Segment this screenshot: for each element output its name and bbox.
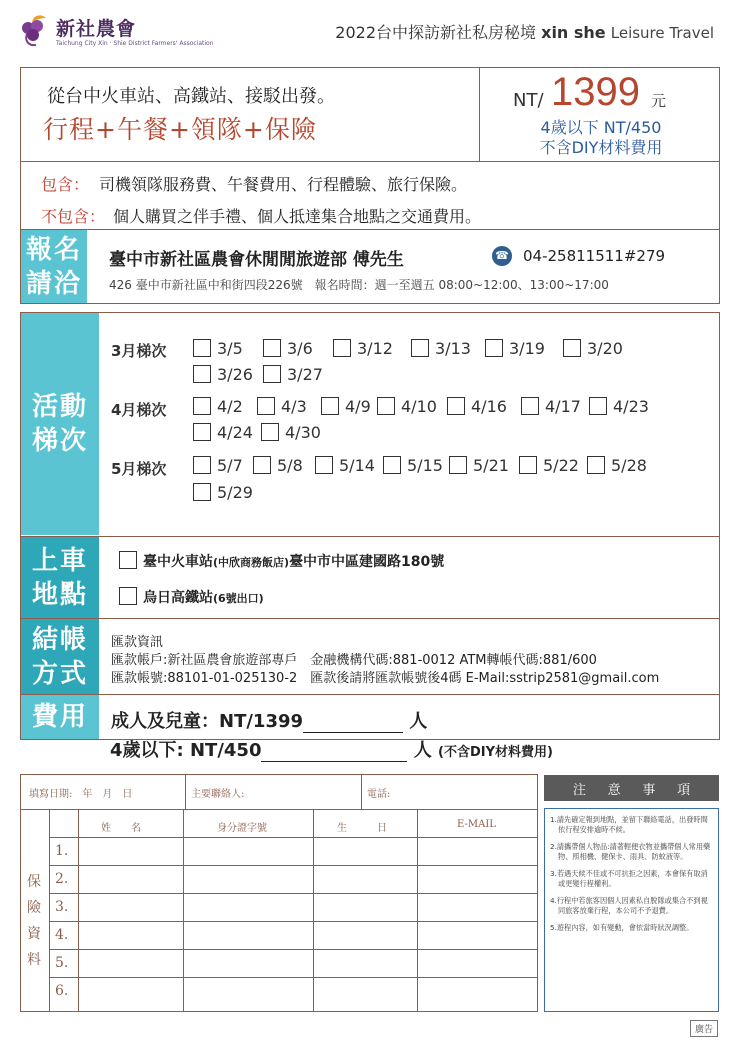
- date-checkbox[interactable]: [589, 397, 607, 415]
- pickup-option-wuri[interactable]: [119, 587, 264, 607]
- col-birth-header: 生 日: [337, 823, 387, 834]
- date-label: 3/19: [509, 339, 545, 358]
- notes-title-char: 注: [572, 782, 586, 798]
- date-option[interactable]: [589, 397, 649, 416]
- fee-adult-unit: 人: [409, 711, 428, 732]
- date-option[interactable]: [263, 339, 313, 358]
- date-label: 3/12: [357, 339, 393, 358]
- pickup-side-label: [21, 537, 99, 618]
- insurance-form: [20, 774, 538, 1012]
- form-row-number: 3.: [55, 899, 69, 915]
- may-label: 5月梯次: [111, 460, 167, 478]
- date-checkbox[interactable]: [563, 339, 581, 357]
- form-row-number: 1.: [55, 843, 69, 859]
- date-label: 5/29: [217, 483, 253, 502]
- excluded-label: 不包含：: [41, 207, 106, 226]
- notes-title: [544, 775, 719, 801]
- march-label: 3月梯次: [111, 342, 167, 360]
- pickup-side-line2: 地點: [31, 579, 88, 610]
- fee-child-note: (不含DIY材料費用): [438, 745, 553, 760]
- payment-side-label: [21, 619, 99, 694]
- form-side-char: 保: [27, 874, 41, 890]
- date-option[interactable]: [485, 339, 545, 358]
- date-label: 5/14: [339, 456, 375, 475]
- date-option[interactable]: [193, 339, 243, 358]
- form-row-number: 4.: [55, 927, 69, 943]
- form-row-number: 5.: [55, 955, 69, 971]
- date-label: 4/10: [401, 397, 437, 416]
- date-label: 4/30: [285, 423, 321, 442]
- date-option[interactable]: [383, 456, 443, 475]
- ad-label: 廣告: [690, 1020, 718, 1037]
- date-label: 4/2: [217, 397, 243, 416]
- fee-child-unit: 人: [413, 740, 432, 761]
- date-checkbox[interactable]: [263, 365, 281, 383]
- schedule-box: [20, 312, 720, 740]
- date-option[interactable]: [193, 423, 253, 442]
- date-option[interactable]: [253, 456, 303, 475]
- date-option[interactable]: [447, 397, 507, 416]
- date-label: 5/22: [543, 456, 579, 475]
- logo: [18, 12, 214, 52]
- fee-adult: [111, 707, 427, 733]
- date-label: 3/13: [435, 339, 471, 358]
- date-label: 3/20: [587, 339, 623, 358]
- date-label: 3/5: [217, 339, 243, 358]
- schedule-side-line2: 梯次: [31, 426, 88, 456]
- date-label: 4/24: [217, 423, 253, 442]
- schedule-side-line1: 活動: [31, 392, 88, 422]
- fee-adult-blank[interactable]: [303, 711, 403, 733]
- date-checkbox[interactable]: [449, 456, 467, 474]
- date-checkbox[interactable]: [193, 456, 211, 474]
- date-checkbox[interactable]: [411, 339, 429, 357]
- divider: [21, 618, 719, 619]
- form-side-char: 料: [27, 952, 41, 968]
- date-label: 4/23: [613, 397, 649, 416]
- date-checkbox[interactable]: [263, 339, 281, 357]
- date-checkbox[interactable]: [257, 397, 275, 415]
- date-option[interactable]: [519, 456, 579, 475]
- title-suffix: Leisure Travel: [610, 24, 714, 42]
- pickup-side-line1: 上車: [31, 545, 88, 576]
- date-label: 5/15: [407, 456, 443, 475]
- date-option[interactable]: [263, 365, 323, 384]
- grape-logo-icon: [18, 12, 52, 48]
- date-option[interactable]: [193, 397, 243, 416]
- pickup-checkbox-taichung[interactable]: [119, 551, 137, 569]
- pickup-loc2-note: (6號出口): [213, 592, 264, 605]
- included-label: 包含：: [41, 175, 90, 194]
- date-label: 5/28: [611, 456, 647, 475]
- note-item: 4.行程中若旅客因個人因素私自脫隊或集合不到視同旅客放棄行程，本公司不予退費。: [550, 896, 708, 915]
- notes-box: [544, 808, 719, 1012]
- itinerary-text: 行程+午餐+領隊+保險: [43, 115, 317, 144]
- date-option[interactable]: [193, 456, 243, 475]
- pickup-loc2-name: 烏日高鐵站: [143, 590, 213, 606]
- date-label: 5/8: [277, 456, 303, 475]
- title-prefix: 2022台中探訪新社私房秘境: [335, 23, 537, 42]
- date-checkbox[interactable]: [261, 423, 279, 441]
- date-option[interactable]: [587, 456, 647, 475]
- col-email-header: E-MAIL: [457, 819, 496, 830]
- date-checkbox[interactable]: [377, 397, 395, 415]
- date-label: 4/17: [545, 397, 581, 416]
- payment-account-number: 匯款帳號:88101-01-025130-2 匯款後請將匯款帳號後4碼 E-Mail:sstrip2581@gmail.com: [111, 671, 660, 686]
- schedule-side-label: [21, 313, 99, 535]
- price-value: 1399: [551, 70, 640, 114]
- form-row-line: [49, 921, 537, 922]
- page-header: [0, 0, 740, 60]
- departure-text: 從台中火車站、高鐵站、接駁出發。: [47, 86, 335, 107]
- fee-child: [110, 736, 553, 762]
- price-unit: 元: [651, 92, 667, 110]
- phone-field[interactable]: 電話:: [367, 789, 391, 800]
- form-side-char: 資: [27, 926, 41, 942]
- date-label: 3/26: [217, 365, 253, 384]
- date-option[interactable]: [193, 365, 253, 384]
- header-title: [335, 20, 714, 43]
- date-option[interactable]: [377, 397, 437, 416]
- date-checkbox[interactable]: [321, 397, 339, 415]
- fill-date-field[interactable]: 填寫日期: 年 月 日: [29, 789, 133, 800]
- date-option[interactable]: [257, 397, 307, 416]
- date-checkbox[interactable]: [193, 365, 211, 383]
- form-row-line: [49, 949, 537, 950]
- april-label: 4月梯次: [111, 401, 167, 419]
- contact-side-line2: 請洽: [25, 268, 82, 299]
- logo-subtext: Taichung City Xin · Shie District Farmers' Association: [56, 40, 214, 47]
- phone-icon: ☎: [492, 246, 512, 266]
- form-row-number: 2.: [55, 871, 69, 887]
- date-option[interactable]: [333, 339, 393, 358]
- date-checkbox[interactable]: [193, 423, 211, 441]
- divider: [21, 536, 719, 537]
- form-row-line: [49, 977, 537, 978]
- fee-side-label: [21, 695, 99, 739]
- note-item: 3.若遇天候不佳或不可抗拒之因素，本會保有取消或更變行程權利。: [550, 869, 708, 888]
- date-checkbox[interactable]: [315, 456, 333, 474]
- contact-organization: 臺中市新社區農會休閒閒旅遊部 傅先生: [109, 250, 404, 270]
- date-checkbox[interactable]: [485, 339, 503, 357]
- date-checkbox[interactable]: [447, 397, 465, 415]
- child-price: 4歲以下 NT/450: [540, 118, 662, 137]
- fee-child-blank[interactable]: [261, 740, 407, 762]
- date-option[interactable]: [411, 339, 471, 358]
- date-checkbox[interactable]: [193, 397, 211, 415]
- date-checkbox[interactable]: [193, 339, 211, 357]
- divider: [21, 229, 719, 230]
- note-item: 5.遊程內容，如有變動，會依當時狀況調整。: [550, 923, 694, 932]
- col-id-header: 身分證字號: [217, 823, 267, 834]
- included-text: 司機領隊服務費、午餐費用、行程體驗、旅行保險。: [99, 175, 468, 194]
- pickup-checkbox-wuri[interactable]: [119, 587, 137, 605]
- pickup-loc1-address: 臺中市中區建國路180號: [289, 554, 445, 570]
- fee-adult-label: 成人及兒童：NT/1399: [111, 711, 304, 732]
- payment-side-line1: 結帳: [31, 624, 88, 655]
- date-label: 5/7: [217, 456, 243, 475]
- date-checkbox[interactable]: [587, 456, 605, 474]
- date-option[interactable]: [315, 456, 375, 475]
- notes-title-char: 事: [642, 782, 656, 798]
- date-option[interactable]: [193, 483, 253, 502]
- date-checkbox[interactable]: [383, 456, 401, 474]
- notes-title-char: 意: [607, 782, 621, 798]
- payment-account: 匯款帳戶:新社區農會旅遊部專戶 金融機構代碼:881-0012 ATM轉帳代碼:881/600: [111, 653, 597, 668]
- diy-note: 不含DIY材料費用: [539, 138, 663, 157]
- pickup-loc1-note: (中欣商務飯店): [213, 556, 290, 569]
- date-label: 4/3: [281, 397, 307, 416]
- date-checkbox[interactable]: [253, 456, 271, 474]
- notes-title-char: 項: [677, 782, 691, 798]
- date-checkbox[interactable]: [521, 397, 539, 415]
- date-label: 3/6: [287, 339, 313, 358]
- col-name-header: 姓 名: [101, 823, 141, 834]
- divider: [21, 694, 719, 695]
- pickup-loc1-name: 臺中火車站: [143, 554, 213, 570]
- payment-side-line2: 方式: [31, 658, 88, 689]
- date-checkbox[interactable]: [193, 483, 211, 501]
- fee-child-label: 4歲以下: NT/450: [110, 740, 262, 761]
- form-row-line: [49, 865, 537, 866]
- contact-address: 426 臺中市新社區中和街四段226號 報名時間：週一至週五 08:00~12:00、13:00~17:00: [109, 278, 609, 292]
- date-option[interactable]: [321, 397, 371, 416]
- date-option[interactable]: [521, 397, 581, 416]
- payment-info-title: 匯款資訊: [111, 635, 164, 650]
- date-label: 3/27: [287, 365, 323, 384]
- note-item: 1.請先確定報到地點，並留下聯絡電話，出發時間依行程安排逾時不候。: [550, 815, 708, 834]
- note-item: 2.請攜帶個人物品:請著輕便衣物並攜帶個人常用藥物、照相機、健保卡、雨具、防蚊液等。: [550, 842, 711, 861]
- form-row-line: [49, 893, 537, 894]
- date-label: 4/9: [345, 397, 371, 416]
- contact-phone: 04-25811511#279: [523, 247, 666, 265]
- fee-side-text: 費用: [31, 702, 88, 732]
- main-contact-field[interactable]: 主要聯絡人:: [191, 789, 245, 800]
- form-row-number: 6.: [55, 983, 69, 999]
- contact-side-line1: 報名: [25, 234, 82, 265]
- divider: [21, 161, 719, 162]
- date-option[interactable]: [261, 423, 321, 442]
- date-label: 5/21: [473, 456, 509, 475]
- excluded-text: 個人購買之伴手禮、個人抵達集合地點之交通費用。: [113, 207, 482, 226]
- divider: [479, 68, 480, 161]
- date-label: 4/16: [471, 397, 507, 416]
- contact-side-label: [21, 230, 87, 303]
- date-checkbox[interactable]: [333, 339, 351, 357]
- price-currency: NT/: [513, 90, 544, 111]
- date-option[interactable]: [563, 339, 623, 358]
- pickup-option-taichung[interactable]: [119, 551, 444, 571]
- title-xinshe: xin she: [541, 23, 606, 42]
- date-checkbox[interactable]: [519, 456, 537, 474]
- summary-box: [20, 67, 720, 304]
- date-option[interactable]: [449, 456, 509, 475]
- form-side-char: 險: [27, 900, 41, 916]
- logo-text: 新社農會: [56, 18, 137, 40]
